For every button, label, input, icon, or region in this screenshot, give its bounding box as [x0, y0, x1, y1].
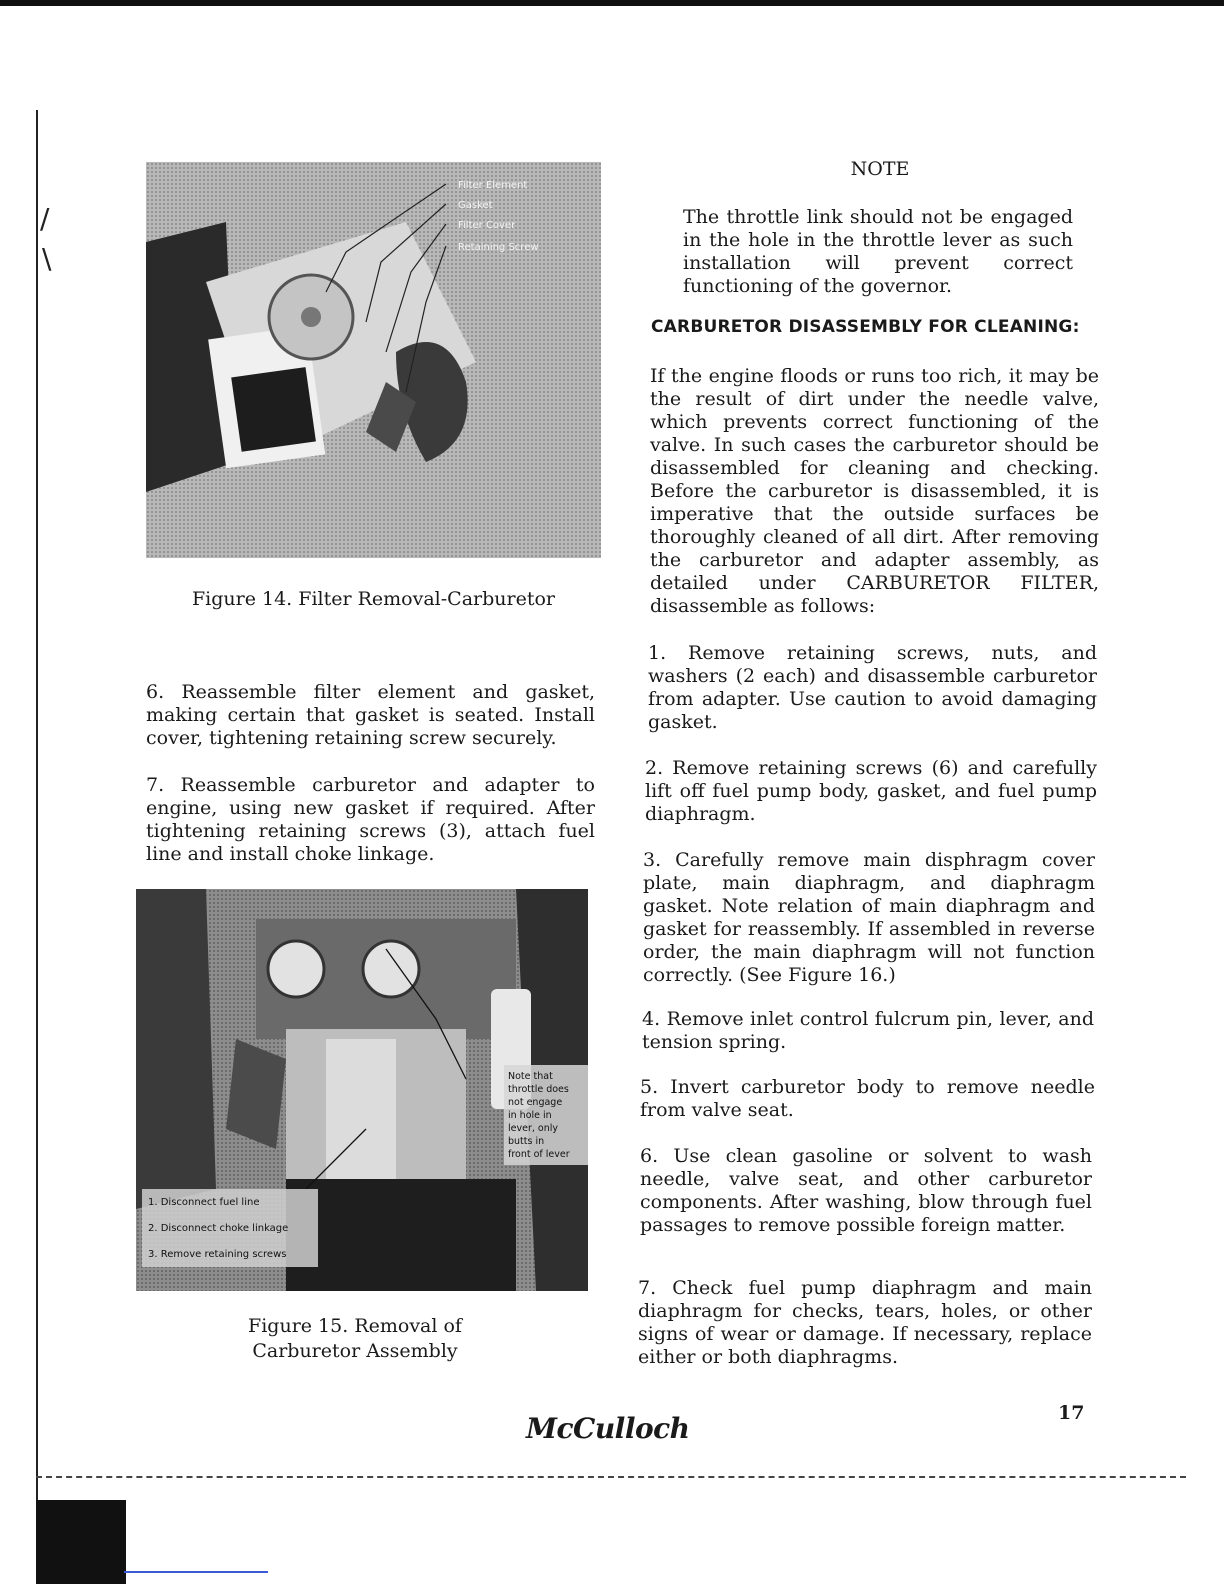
callout-retaining-screw: Retaining Screw [458, 242, 539, 253]
intro-paragraph: If the engine floods or runs too rich, it may be the result of dirt under the needle valve, which prevents correct functioning of the valve. In such cases the carburetor should be disassembled for cleaning and checking. Before the carburetor is disassembled, it is imperative that the outside surfaces be thoroughly cleaned of all dirt. After removing the carburetor and adapter assembly, as detailed under CARBURETOR FILTER, disassemble as follows: [650, 365, 1099, 617]
figure-15-caption [200, 1314, 510, 1364]
figure-14-caption: Figure 14. Filter Removal-Carburetor [191, 588, 555, 610]
margin-mark: \ [42, 242, 52, 275]
fig15-note-line: butts in [508, 1136, 545, 1147]
fig15-step-1: 1. Disconnect fuel line [148, 1197, 260, 1208]
figure-15-photo [136, 889, 588, 1291]
fig15-note-line: lever, only [508, 1123, 558, 1134]
right-step-5: 5. Invert carburetor body to remove needle from valve seat. [640, 1076, 1095, 1121]
right-step-3: 3. Carefully remove main disphragm cover plate, main diaphragm, and diaphragm gasket. Note relation of main diaphragm and gasket for reassembly. If assembled in reverse order, the main diaphragm will not function correctly. (See Figure 16.) [643, 849, 1095, 986]
fig15-note-line: not engage [508, 1097, 563, 1108]
callout-filter-cover: Filter Cover [458, 220, 516, 231]
fig15-step-2: 2. Disconnect choke linkage [148, 1223, 289, 1234]
fig15-note-line: Note that [508, 1071, 553, 1082]
left-step-7: 7. Reassemble carburetor and adapter to engine, using new gasket if required. After tightening retaining screws (3), attach fuel line and install choke linkage. [146, 774, 595, 865]
figure-15-caption-line-2: Carburetor Assembly [252, 1340, 458, 1362]
fig15-step-3: 3. Remove retaining screws [148, 1249, 287, 1260]
callout-gasket: Gasket [458, 200, 493, 211]
section-heading: CARBURETOR DISASSEMBLY FOR CLEANING: [651, 317, 1080, 337]
figure-15-caption-line-1: Figure 15. Removal of [248, 1315, 462, 1337]
figure-14-photo [146, 162, 601, 558]
right-step-6: 6. Use clean gasoline or solvent to wash needle, valve seat, and other carburetor components. After washing, blow through fuel passages to remove possible foreign matter. [640, 1145, 1092, 1236]
scan-border-top [0, 0, 1224, 6]
scan-blue-line [124, 1571, 268, 1573]
scan-corner-shadow [36, 1500, 126, 1584]
left-step-6: 6. Reassemble filter element and gasket, making certain that gasket is seated. Install cover, tightening retaining screw securely. [146, 681, 595, 749]
scan-border-left [36, 110, 38, 1580]
page-number: 17 [1058, 1402, 1085, 1424]
note-title: NOTE [850, 158, 910, 180]
fig15-note-line: front of lever [508, 1149, 570, 1160]
right-step-1: 1. Remove retaining screws, nuts, and washers (2 each) and disassemble carburetor from adapter. Use caution to avoid damaging gasket. [648, 642, 1097, 733]
brand-logo: McCulloch [526, 1412, 690, 1445]
callout-filter-element: Filter Element [458, 180, 528, 191]
fig15-note-line: in hole in [508, 1110, 552, 1121]
note-text: The throttle link should not be engaged in the hole in the throttle lever as such installation will prevent correct functioning of the governor. [683, 206, 1073, 297]
fig15-note-line: throttle does [508, 1084, 569, 1095]
right-step-7: 7. Check fuel pump diaphragm and main diaphragm for checks, tears, holes, or other signs of wear or damage. If necessary, replace either or both diaphragms. [638, 1277, 1092, 1368]
right-step-2: 2. Remove retaining screws (6) and carefully lift off fuel pump body, gasket, and fuel pump diaphragm. [645, 757, 1097, 825]
margin-mark: / [40, 202, 50, 235]
right-step-4: 4. Remove inlet control fulcrum pin, lever, and tension spring. [642, 1008, 1094, 1053]
scan-border-bottom [36, 1476, 1186, 1480]
